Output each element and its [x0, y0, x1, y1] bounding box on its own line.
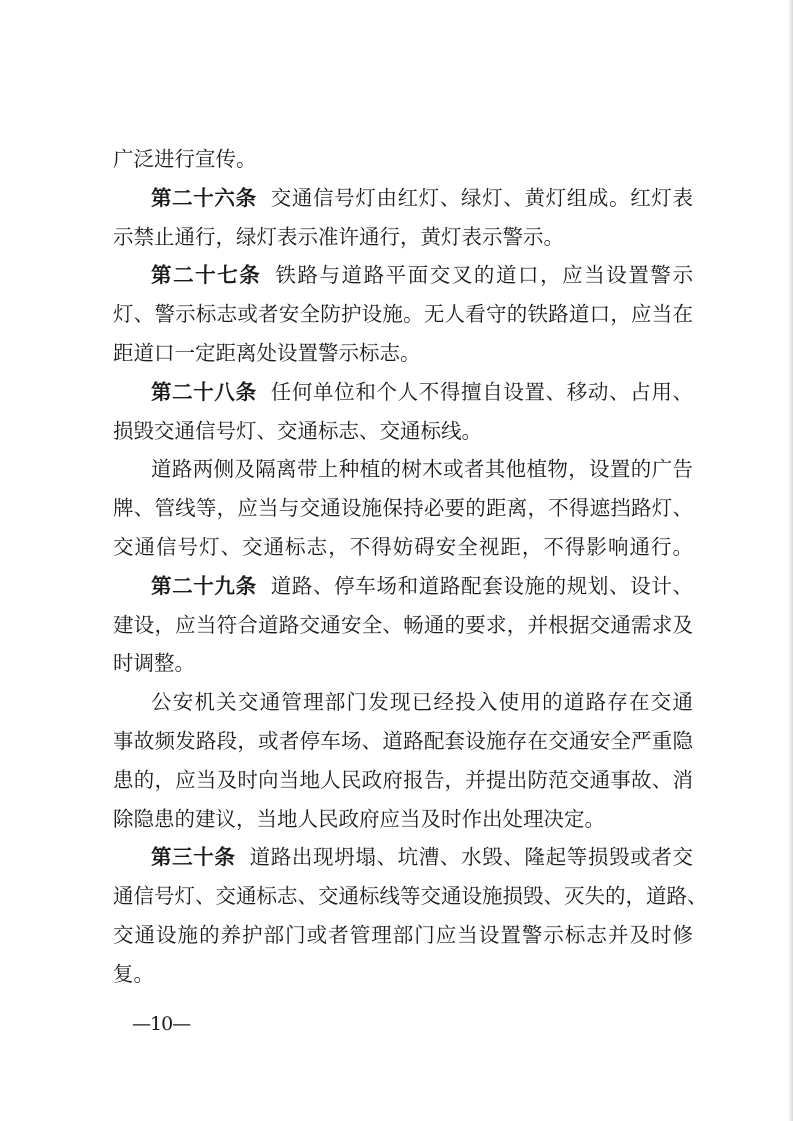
- text-line: 事故频发路段，或者停车场、道路配套设施存在交通安全严重隐: [113, 728, 693, 753]
- text-line: 复。: [113, 961, 154, 986]
- text-line: 距道口一定距离处设置警示标志。: [113, 340, 421, 365]
- article-heading: 第二十六条: [151, 185, 257, 210]
- article-26-line: 第二十六条 交通信号灯由红灯、绿灯、黄灯组成。红灯表: [151, 185, 694, 210]
- text-line: 患的，应当及时向当地人民政府报告，并提出防范交通事故、消: [113, 767, 693, 792]
- text-line: 损毁交通信号灯、交通标志、交通标线。: [113, 418, 482, 443]
- text-line: 建设，应当符合道路交通安全、畅通的要求，并根据交通需求及: [113, 612, 693, 637]
- paragraph-first-line: 道路两侧及隔离带上种植的树木或者其他植物，设置的广告: [151, 457, 693, 482]
- page-edge-shadow: [788, 0, 793, 1121]
- document-body: [113, 140, 708, 994]
- text-line: 广泛进行宣传。: [113, 147, 257, 171]
- text-line: 示禁止通行，绿灯表示准许通行，黄灯表示警示。: [113, 224, 564, 249]
- text-line: 时调整。: [113, 651, 195, 676]
- text-line: 牌、管线等，应当与交通设施保持必要的距离，不得遮挡路灯、: [113, 496, 693, 521]
- page-number: —10—: [132, 1013, 191, 1035]
- text-line: 通信号灯、交通标志、交通标线等交通设施损毁、灭失的，道路、: [113, 884, 708, 909]
- article-heading: 第二十九条: [151, 573, 257, 598]
- article-27-line: 第二十七条 铁路与道路平面交叉的道口，应当设置警示: [151, 263, 694, 288]
- article-29-line: 第二十九条 道路、停车场和道路配套设施的规划、设计、: [151, 573, 694, 598]
- article-30-line: 第三十条 道路出现坍塌、坑漕、水毁、隆起等损毁或者交: [151, 845, 694, 870]
- text-line: 灯、警示标志或者安全防护设施。无人看守的铁路道口，应当在: [113, 302, 693, 327]
- paragraph-first-line: 公安机关交通管理部门发现已经投入使用的道路存在交通: [151, 690, 693, 715]
- article-heading: 第三十条: [151, 845, 236, 870]
- article-heading: 第二十八条: [151, 379, 257, 404]
- text-line: 除隐患的建议，当地人民政府应当及时作出处理决定。: [113, 806, 605, 831]
- text-line: 交通设施的养护部门或者管理部门应当设置警示标志并及时修: [113, 922, 693, 947]
- article-28-line: 第二十八条 任何单位和个人不得擅自设置、移动、占用、: [151, 379, 694, 404]
- text-line: 交通信号灯、交通标志，不得妨碍安全视距，不得影响通行。: [113, 534, 693, 559]
- article-heading: 第二十七条: [151, 263, 262, 288]
